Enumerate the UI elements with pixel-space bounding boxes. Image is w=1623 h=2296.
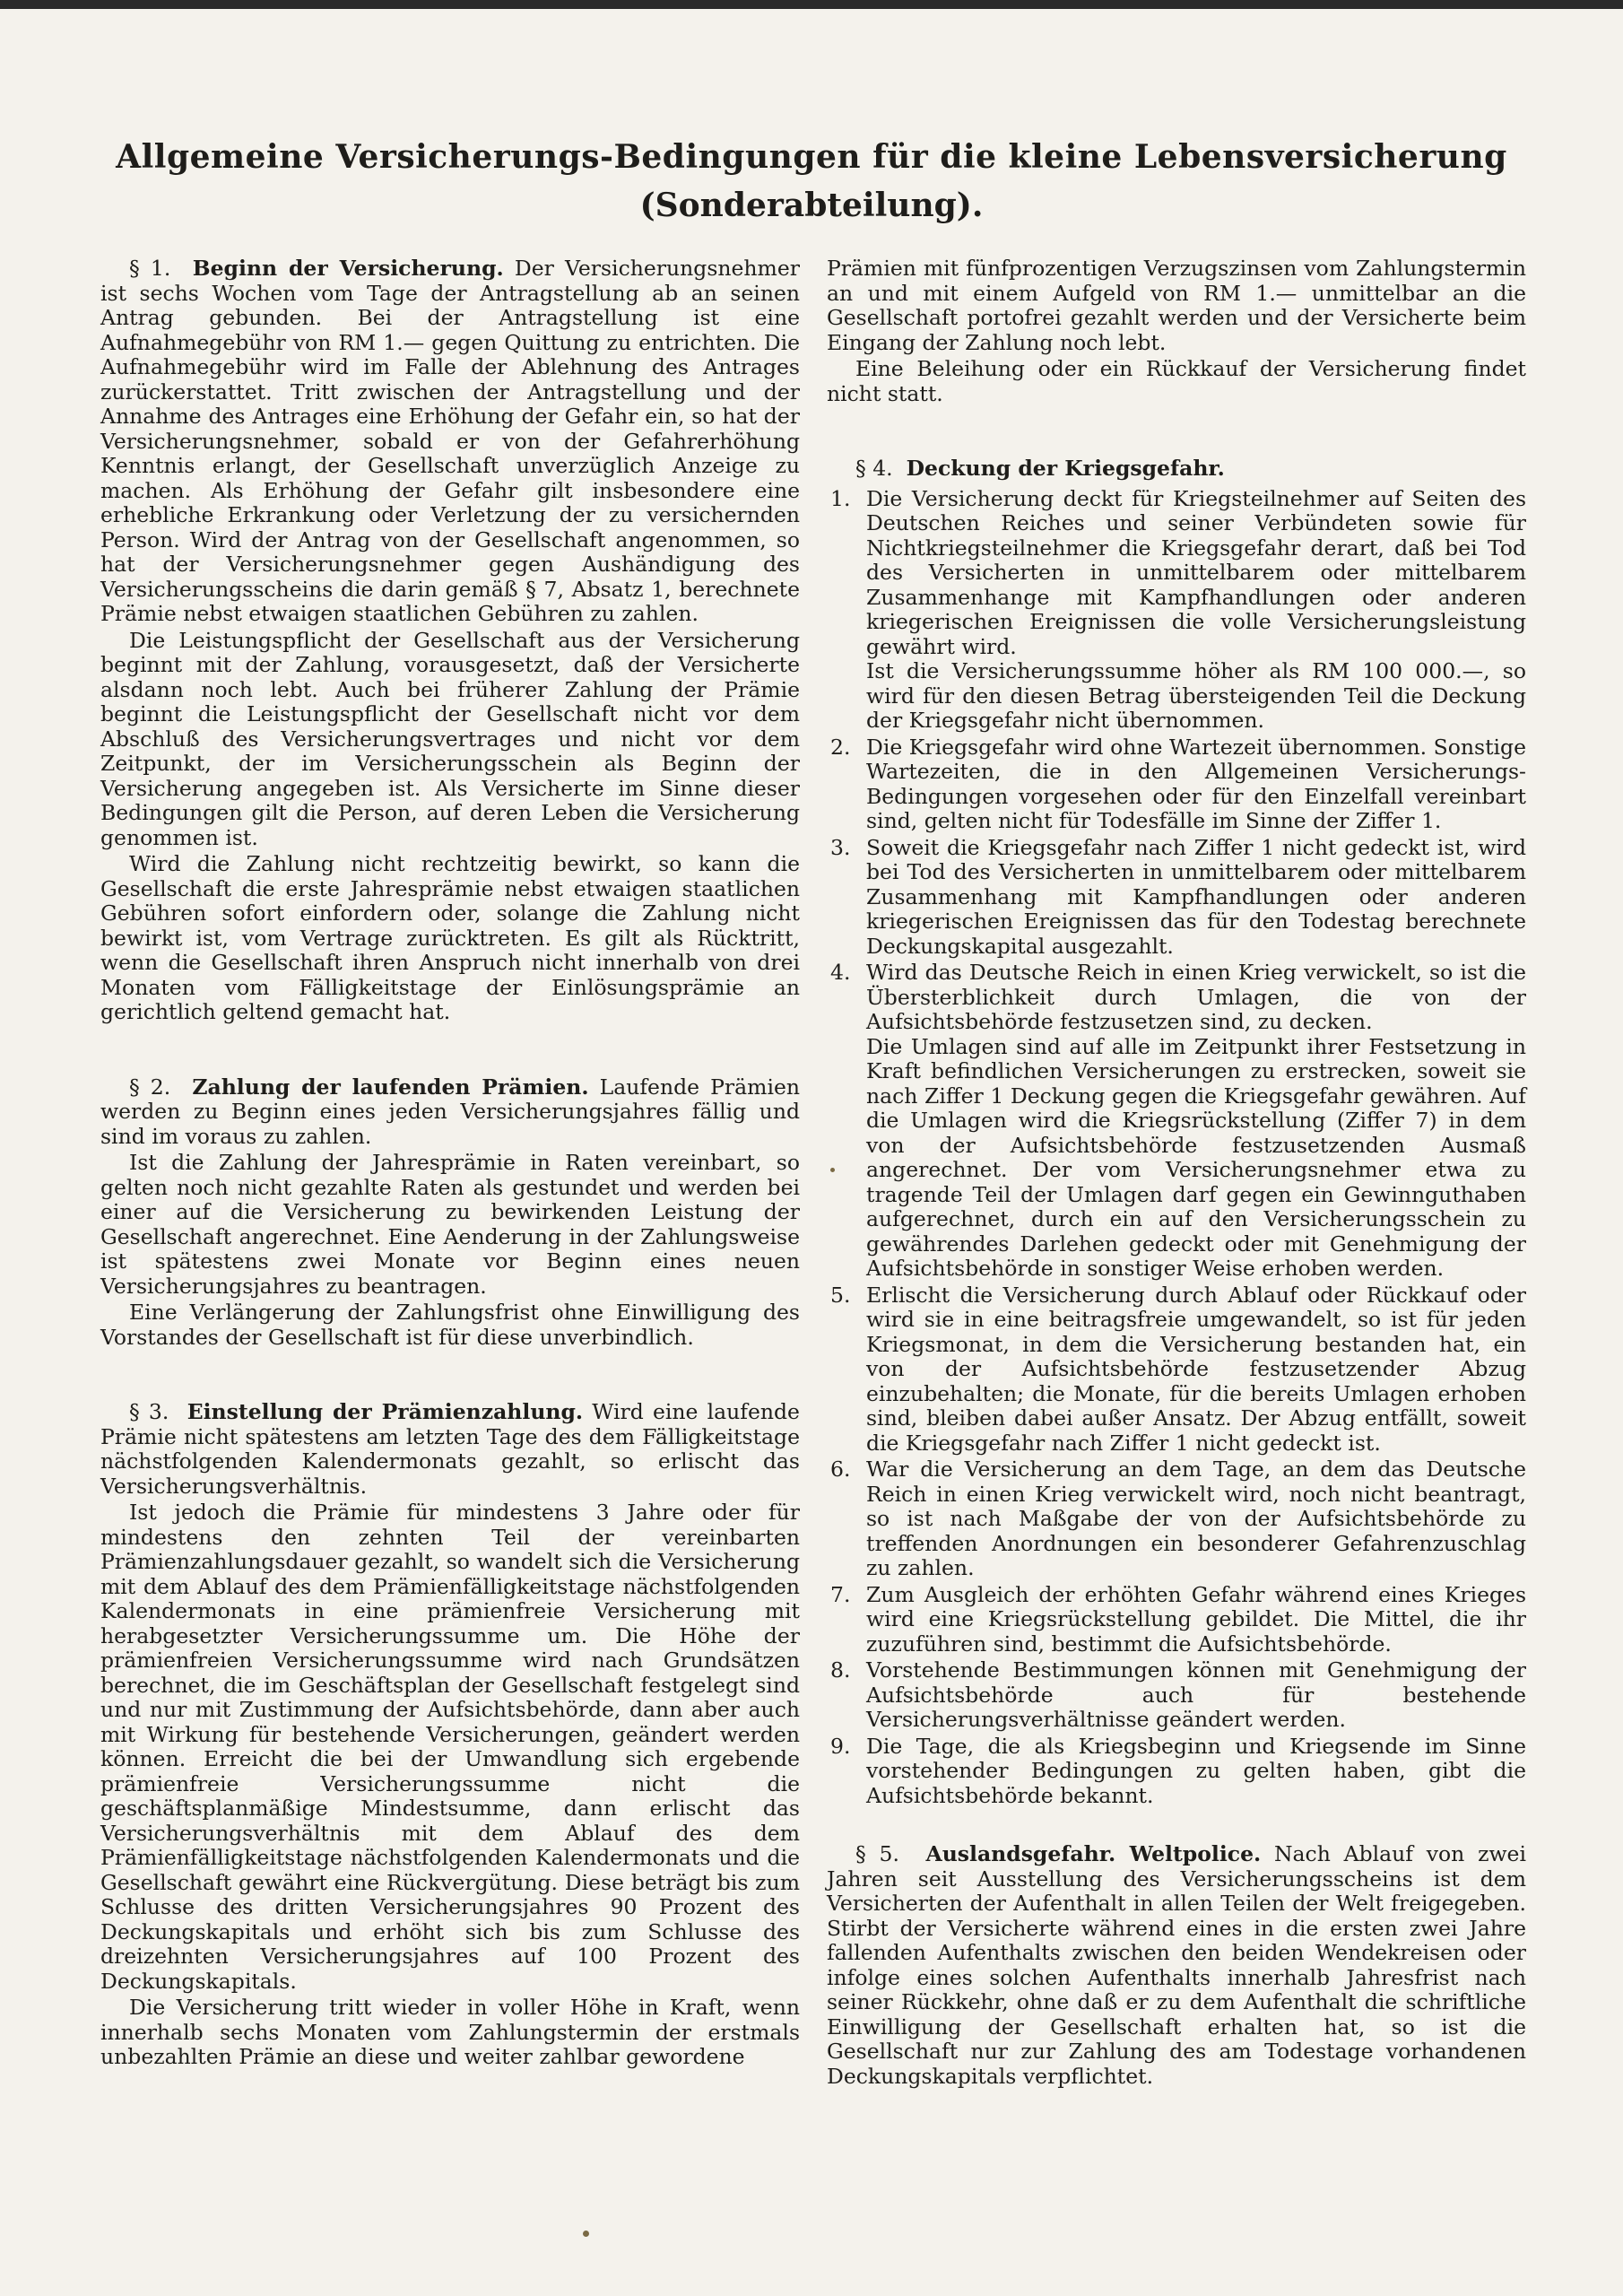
list-item — [827, 836, 1526, 960]
section-4 — [827, 457, 1526, 1808]
section-2-paragraph-1 — [100, 1075, 800, 1150]
left-column — [100, 257, 800, 2072]
list-item — [827, 1735, 1526, 1809]
section-1-paragraph-1 — [100, 257, 800, 627]
list-item-number: 8. — [830, 1657, 851, 1683]
list-item-number: 5. — [830, 1282, 851, 1308]
list-item-number: 6. — [830, 1457, 851, 1482]
list-item-text: War die Versicherung an dem Tage, an dem das Deutsche Reich in einen Krieg verwickelt wird, noch nicht beantragt, so ist nach Maßgabe der von der Aufsichtsbehörde zu treffenden Anordnungen ein besonderer Gefahrenzuschlag zu zahlen. — [866, 1457, 1526, 1580]
list-item — [827, 1283, 1526, 1457]
section-4-title-line — [827, 457, 1526, 482]
section-1-label: § 1. — [129, 256, 171, 281]
list-item-text: Zum Ausgleich der erhöhten Gefahr während eines Krieges wird eine Kriegsrückstellung gebildet. Die Mittel, die ihr zuzuführen sind, bestimmt die Aufsichtsbehörde. — [866, 1581, 1526, 1657]
list-item-subtext: Ist die Versicherungssumme höher als RM 100 000.—, so wird für den diesen Betrag übersteigenden Teil die Deckung der Kriegsgefahr nicht übernommen. — [866, 658, 1526, 733]
list-item — [827, 1583, 1526, 1657]
list-item-number: 1. — [830, 485, 851, 511]
title-line-2: (Sonderabteilung). — [639, 187, 984, 224]
section-3-paragraph-5: Eine Beleihung oder ein Rückkauf der Versicherung findet nicht statt. — [827, 356, 1526, 406]
section-3 — [100, 1400, 800, 2070]
section-3-paragraph-1 — [100, 1400, 800, 1499]
list-item-number: 3. — [830, 834, 851, 860]
list-item-text: Vorstehende Bestimmungen können mit Genehmigung der Aufsichtsbehörde auch für bestehende Versicherungsverhältnisse geändert werden. — [866, 1657, 1526, 1732]
paper-speck — [583, 2231, 589, 2237]
list-item-text: Die Tage, die als Kriegsbeginn und Kriegsende im Sinne vorstehender Bedingungen zu gelten haben, gibt die Aufsichtsbehörde bekannt. — [866, 1733, 1526, 1808]
section-4-heading: Deckung der Kriegsgefahr. — [906, 456, 1225, 481]
list-item — [827, 961, 1526, 1282]
list-item-text: Die Versicherung deckt für Kriegsteilnehmer auf Seiten des Deutschen Reiches und seiner Verbündeten sowie für Nichtkriegsteilnehmer die Kriegsgefahr derart, daß bei Tod des Versicherten in unmittelbarem oder mittelbarem Zusammenhange mit Kampfhandlungen oder anderen kriegerischen Ereignissen die volle Versicherungsleistung gewährt wird. — [866, 485, 1526, 659]
section-3-text-1: Wird eine laufende Prämie nicht spätestens am letzten Tage des dem Fälligkeitstage nächstfolgenden Kalendermonats gezahlt, so erlischt das Versicherungsverhältnis. — [100, 1399, 800, 1499]
section-3-paragraph-2: Ist jedoch die Prämie für mindestens 3 Jahre oder für mindestens den zehnten Teil der vereinbarten Prämienzahlungsdauer gezahlt, so wandelt sich die Versicherung mit dem Ablauf des dem Prämienfälligkeitstage nächstfolgenden Kalendermonats in eine prämienfreie Versicherung mit herabgesetzter Versicherungssumme um. Die Höhe der prämienfreien Versicherungssumme wird nach Grundsätzen berechnet, die im Geschäftsplan der Gesellschaft festgelegt sind und nur mit Zustimmung der Aufsichtsbehörde, dann aber auch mit Wirkung für bestehende Versicherungen, geändert werden können. Erreicht die bei der Umwandlung sich ergebende prämienfreie Versicherungssumme nicht die geschäftsplanmäßige Mindestsumme, dann erlischt das Versicherungsverhältnis mit dem Ablauf des dem Prämienfälligkeitstage nächstfolgenden Kalendermonats und die Gesellschaft gewährt eine Rückvergütung. Diese beträgt bis zum Schlusse des dritten Versicherungsjahres 90 Prozent des Deckungskapitals und erhöht sich bis zum Schlusse des dreizehnten Versicherungsjahres auf 100 Prozent des Deckungskapitals. — [100, 1500, 800, 1994]
list-item — [827, 487, 1526, 734]
list-item-text: Die Kriegsgefahr wird ohne Wartezeit übernommen. Sonstige Wartezeiten, die in den Allgemeinen Versicherungs-Bedingungen vorgesehen oder für den Einzelfall vereinbart sind, gelten nicht für Todesfälle im Sinne der Ziffer 1. — [866, 734, 1526, 833]
section-3-heading: Einstellung der Prämienzahlung. — [187, 1399, 584, 1424]
section-4-list — [827, 487, 1526, 1809]
section-1-heading: Beginn der Versicherung. — [192, 256, 504, 281]
section-3-label: § 3. — [129, 1399, 169, 1424]
section-3-paragraph-3: Die Versicherung tritt wieder in voller Höhe in Kraft, wenn innerhalb sechs Monaten vom Zahlungstermin der erstmals unbezahlten Prämie an diese und weiter zahlbar gewordene — [100, 1995, 800, 2069]
list-item — [827, 735, 1526, 834]
section-2-label: § 2. — [129, 1074, 171, 1100]
list-item-subtext: Die Umlagen sind auf alle im Zeitpunkt ihrer Festsetzung in Kraft befindlichen Versicherungen zu erstrecken, soweit sie nach Ziffer 1 Deckung gegen die Kriegsgefahr gewähren. Auf die Umlagen wird die Kriegsrückstellung (Ziffer 7) in dem von der Aufsichtsbehörde festzusetzenden Ausmaß angerechnet. Der vom Versicherungsnehmer etwa zu tragende Teil der Umlagen darf gegen ein Gewinnguthaben aufgerechnet, durch ein auf den Versicherungsschein zu gewährendes Darlehen gedeckt oder mit Genehmigung der Aufsichtsbehörde in sonstiger Weise erhoben werden. — [866, 1033, 1526, 1281]
section-5-paragraph-1 — [827, 1842, 1526, 2089]
section-1 — [100, 257, 800, 1025]
list-item-number: 7. — [830, 1581, 851, 1607]
section-1-paragraph-2: Die Leistungspflicht der Gesellschaft aus der Versicherung beginnt mit der Zahlung, vorausgesetzt, daß der Versicherte alsdann noch lebt. Auch bei früherer Zahlung der Prämie beginnt die Leistungspflicht der Gesellschaft nicht vor dem Abschluß des Versicherungsvertrages und nicht vor dem Zeitpunkt, der im Versicherungsschein als Beginn der Versicherung angegeben ist. Als Versicherte im Sinne dieser Bedingungen gilt die Person, auf deren Leben die Versicherung genommen ist. — [100, 627, 800, 850]
section-5-label: § 5. — [855, 1841, 899, 1866]
section-2-heading: Zahlung der laufenden Prämien. — [192, 1074, 589, 1100]
section-3-paragraph-4: Prämien mit fünfprozentigen Verzugszinsen vom Zahlungstermin an und mit einem Aufgeld von RM 1.— unmittelbar an die Gesellschaft portofrei gezahlt werden und der Versicherte beim Eingang der Zahlung noch lebt. — [827, 256, 1526, 355]
title-line-1: Allgemeine Versicherungs-Bedingungen für die kleine Lebensversicherung — [116, 138, 1507, 176]
section-2-paragraph-2: Ist die Zahlung der Jahresprämie in Raten vereinbart, so gelten noch nicht gezahlte Raten als gestundet und werden bei einer auf die Versicherung zu bewirkenden Leistung der Gesellschaft angerechnet. Eine Aenderung in der Zahlungsweise ist spätestens zwei Monate vor Beginn eines neuen Versicherungsjahres zu beantragen. — [100, 1150, 800, 1299]
list-item-text: Wird das Deutsche Reich in einen Krieg verwickelt, so ist die Übersterblichkeit durch Umlagen, die von der Aufsichtsbehörde festzusetzen sind, zu decken. — [866, 960, 1526, 1034]
list-item-number: 9. — [830, 1733, 851, 1759]
section-2-paragraph-3: Eine Verlängerung der Zahlungsfrist ohne Einwilligung des Vorstandes der Gesellschaft ist für diese unverbindlich. — [100, 1300, 800, 1350]
section-1-paragraph-3: Wird die Zahlung nicht rechtzeitig bewirkt, so kann die Gesellschaft die erste Jahresprämie nebst etwaigen staatlichen Gebühren sofort einfordern oder, solange die Zahlung nicht bewirkt ist, vom Vertrage zurücktreten. Es gilt als Rücktritt, wenn die Gesellschaft ihren Anspruch nicht innerhalb von drei Monaten vom Fälligkeitstage der Einlösungsprämie an gerichtlich geltend gemacht hat. — [100, 851, 800, 1024]
list-item — [827, 1658, 1526, 1733]
section-1-text-1: Der Versicherungsnehmer ist sechs Wochen vom Tage der Antragstellung ab an seinen Antrag gebunden. Bei der Antragstellung ist eine Aufnahmegebühr von RM 1.— gegen Quittung zu entrichten. Die Aufnahmegebühr wird im Falle der Ablehnung des Antrages zurückerstattet. Tritt zwischen der Antragstellung und der Annahme des Antrages eine Erhöhung der Gefahr ein, so hat der Versicherungsnehmer, sobald er von der Gefahrerhöhung Kenntnis erlangt, der Gesellschaft unverzüglich Anzeige zu machen. Als Erhöhung der Gefahr gilt insbesondere eine erhebliche Erkrankung oder Verletzung der zu versichernden Person. Wird der Antrag von der Gesellschaft angenommen, so hat der Versicherungsnehmer gegen Aushändigung des Versicherungsscheins die darin gemäß § 7, Absatz 1, berechnete Prämie nebst etwaigen staatlichen Gebühren zu zahlen. — [100, 256, 800, 626]
list-item — [827, 1457, 1526, 1581]
section-5-text-1: Nach Ablauf von zwei Jahren seit Ausstellung des Versicherungsscheins ist dem Versicherten der Aufenthalt in allen Teilen der Welt freigegeben. Stirbt der Versicherte während eines in die ersten zwei Jahre fallenden Aufenthalts zwischen den beiden Wendekreisen oder infolge eines solchen Aufenthalts innerhalb Jahresfrist nach seiner Rückkehr, ohne daß er zu dem Aufenthalt die schriftliche Einwilligung der Gesellschaft erhalten hat, so ist die Gesellschaft nur zur Zahlung des am Todestage vorhandenen Deckungskapitals verpflichtet. — [827, 1841, 1526, 2089]
section-2 — [100, 1075, 800, 1351]
top-border-rule — [0, 0, 1623, 9]
list-item-number: 2. — [830, 734, 851, 760]
paper-speck — [830, 1168, 835, 1172]
section-5 — [827, 1842, 1526, 2089]
section-2-text-1: Laufende Prämien werden zu Beginn eines jeden Versicherungsjahres fällig und sind im voraus zu zahlen. — [100, 1074, 800, 1149]
list-item-number: 4. — [830, 960, 851, 985]
right-column — [827, 257, 1526, 2091]
section-4-label: § 4. — [855, 456, 893, 481]
section-5-heading: Auslandsgefahr. Weltpolice. — [925, 1841, 1262, 1866]
document-title — [0, 136, 1623, 226]
list-item-text: Soweit die Kriegsgefahr nach Ziffer 1 nicht gedeckt ist, wird bei Tod des Versicherten in unmittelbarem oder mittelbarem Zusammenhang mit Kampfhandlungen oder anderen kriegerischen Ereignissen das für den Todestag berechnete Deckungskapital ausgezahlt. — [866, 834, 1526, 959]
list-item-text: Erlischt die Versicherung durch Ablauf oder Rückkauf oder wird sie in eine beitragsfreie umgewandelt, so ist für jeden Kriegsmonat, in dem die Versicherung bestanden hat, ein von der Aufsichtsbehörde festzusetzender Abzug einzubehalten; die Monate, für die bereits Umlagen erhoben sind, bleiben dabei außer Ansatz. Der Abzug entfällt, soweit die Kriegsgefahr nach Ziffer 1 nicht gedeckt ist. — [866, 1282, 1526, 1456]
